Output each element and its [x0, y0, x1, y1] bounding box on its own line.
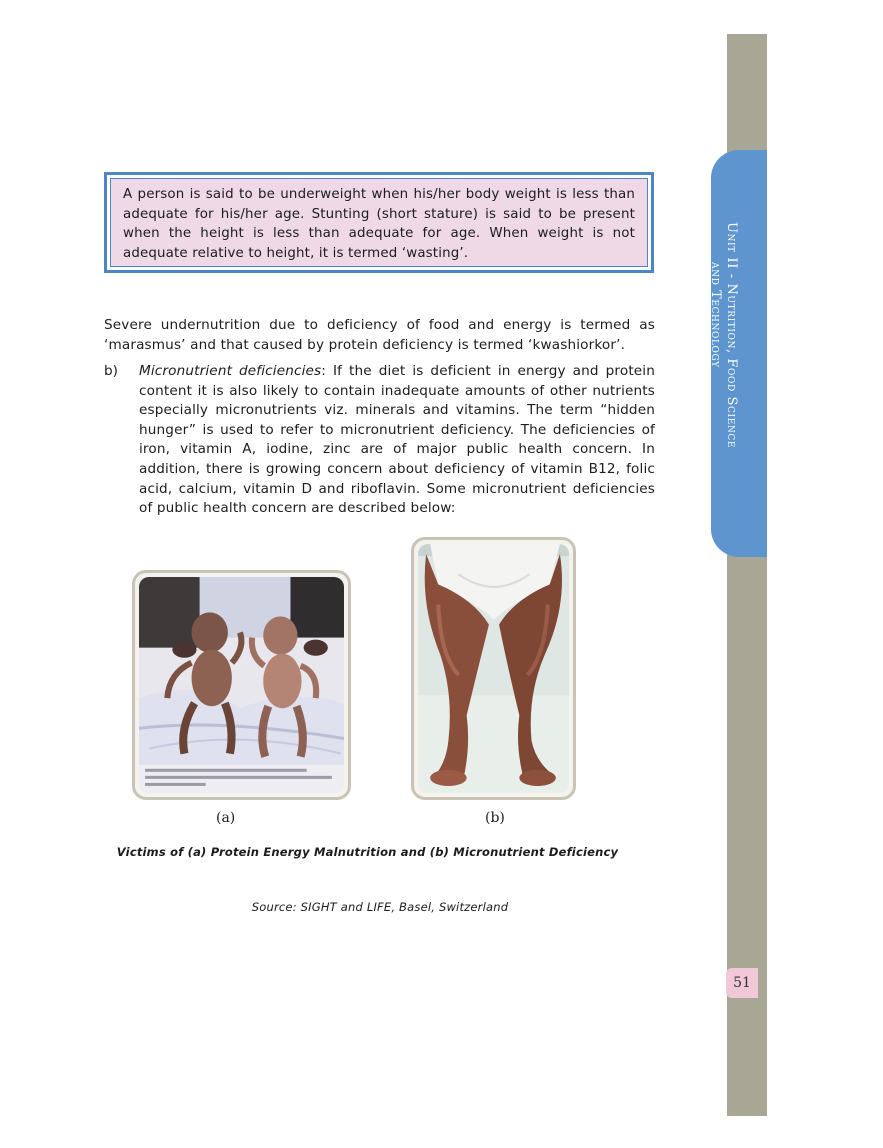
photo-a-marasmic-infants	[132, 570, 351, 800]
photo-b-image	[418, 544, 569, 793]
photo-a-image	[139, 577, 344, 793]
figure-label-a: (a)	[216, 810, 236, 826]
definition-text: A person is said to be underweight when his/her body weight is less than adequate for his/her age. Stunting (short stature) is said to be present when the height is less than adequate for age. When weight is not adequate relative to height, it is termed ‘wasting’.	[110, 178, 648, 267]
unit-title-line1: Unit II - Nutrition, Food Science	[724, 222, 739, 448]
figure-source: Source: SIGHT and LIFE, Basel, Switzerland	[251, 900, 509, 914]
photo-b-micronutrient-deficiency	[411, 537, 576, 800]
unit-title	[707, 222, 739, 448]
definition-box	[104, 172, 654, 273]
figure-label-b: (b)	[485, 810, 505, 826]
figure-caption: Victims of (a) Protein Energy Malnutrition and (b) Micronutrient Deficiency	[116, 845, 619, 859]
page-number: 51	[726, 968, 758, 998]
unit-title-line2: and Technology	[708, 262, 723, 368]
undernutrition-paragraph: Severe undernutrition due to deficiency of food and energy is termed as ‘marasmus’ and that caused by protein deficiency is termed ‘kwashiorkor’.	[104, 317, 655, 353]
list-marker: b)	[104, 363, 118, 379]
micronutrient-heading: Micronutrient deficiencies	[139, 363, 322, 379]
micronutrient-body: : If the diet is deficient in energy and protein content it is also likely to contain inadequate amounts of other nutrients especially micronutrients viz. minerals and vitamins. The term “hidden hunger” is used to refer to micronutrient deficiency. The deficiencies of iron, vitamin A, iodine, zinc are of major public health concern. In addition, there is growing concern about deficiency of vitamin B12, folic acid, calcium, vitamin D and riboflavin. Some micronutrient deficiencies of public health concern are described below:	[139, 363, 656, 517]
micronutrient-paragraph	[139, 362, 655, 519]
